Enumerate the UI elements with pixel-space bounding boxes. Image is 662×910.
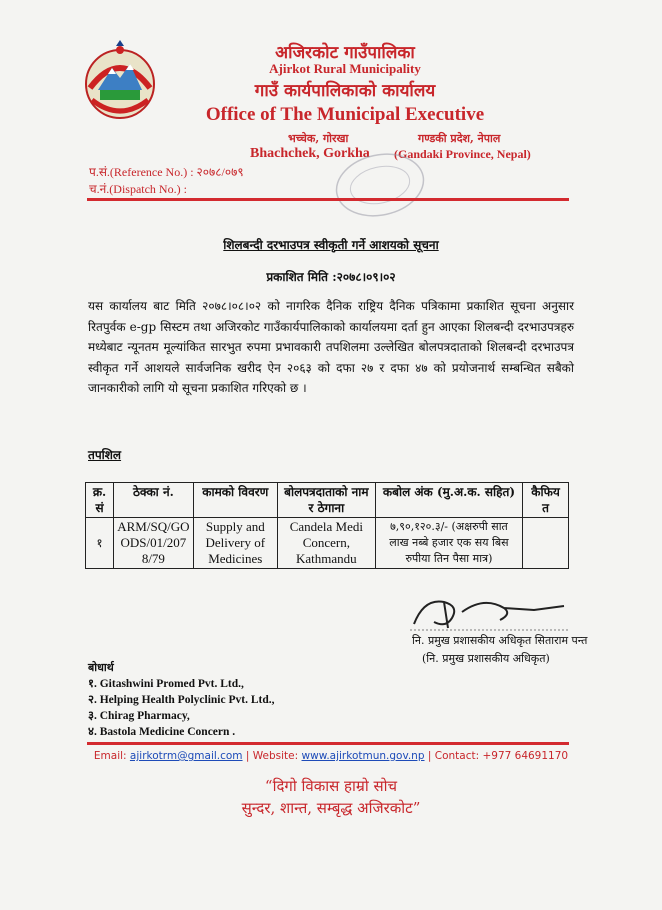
- table-cell: ७,९०,१२०.३/- (अक्षरुपी सात लाख नब्बे हजार एक सय बिस रुपीया तिन पैसा मात्र): [375, 518, 522, 569]
- email-link[interactable]: ajirkotrm@gmail.com: [129, 750, 243, 762]
- province-en: (Gandaki Province, Nepal): [394, 147, 531, 161]
- office-name-np: गाउँ कार्यपालिकाको कार्यालय: [254, 81, 436, 101]
- contact-footer: [60, 750, 602, 762]
- cc-heading: बोधार्थ: [88, 661, 114, 674]
- signature: [404, 588, 574, 636]
- table-cell: ARM/SQ/GOODS/01/2078/79: [114, 518, 194, 569]
- municipality-name-np: अजिरकोट गाउँपालिका: [275, 43, 415, 63]
- notice-body: यस कार्यालय बाट मिति २०७८।०८।०२ को नागरिक दैनिक राष्ट्रिय दैनिक पत्रिकामा प्रकाशित सूचना अनुसार रितपुर्वक e-gp सिस्टम तथा अजिरकोट गाउँकार्यपालिकाको कार्यालयमा दर्ता हुन आएका शिलबन्दी दरभाउपत्रहरु मध्येबाट न्यूनतम मूल्यांकित सारभुत रुपमा प्रभावकारी तपशिलमा उल्लेखित बोलपत्रदाताको शिलबन्दी दरभाउपत्र स्वीकृत गर्ने आशयले सार्वजनिक खरीद ऐन २०६३ को दफा २७ र दफा ४७ को प्रयोजनार्थ सम्बन्धित सबैको जानकारीको लागि यो सूचना प्रकाशित गरिएको छ ।: [88, 299, 574, 395]
- col-header: ठेक्का नं.: [114, 483, 194, 518]
- cc-item: १. Gitashwini Promed Pvt. Ltd.,: [88, 678, 244, 690]
- website-label: | Website:: [245, 750, 299, 762]
- col-header: कबोल अंक (मु.अ.क. सहित): [375, 483, 522, 518]
- signatory-title: (नि. प्रमुख प्रशासकीय अधिकृत): [422, 652, 550, 665]
- footer-divider: [87, 742, 569, 745]
- contact-number: | Contact: +977 64691170: [427, 750, 569, 762]
- office-name-en: Office of The Municipal Executive: [205, 104, 485, 125]
- col-header: क्र. सं: [86, 483, 114, 518]
- table-cell: १: [86, 518, 114, 569]
- table-cell: Supply and Delivery of Medicines: [193, 518, 277, 569]
- emblem-logo: [78, 40, 162, 124]
- table-row: [86, 518, 569, 569]
- municipality-name-en: Ajirkot Rural Municipality: [269, 61, 421, 76]
- website-link[interactable]: www.ajirkotmun.gov.np: [301, 750, 425, 762]
- signatory-name: नि. प्रमुख प्रशासकीय अधिकृत सिताराम पन्त: [412, 634, 588, 647]
- office-stamp: [330, 150, 430, 220]
- cc-item: ४. Bastola Medicine Concern .: [88, 726, 236, 738]
- header-divider: [87, 198, 569, 201]
- table-cell: Candela Medi Concern, Kathmandu: [277, 518, 375, 569]
- province-np: गण्डकी प्रदेश, नेपाल: [418, 132, 501, 145]
- slogan-line-1: “दिगो विकास हाम्रो सोच: [264, 777, 398, 795]
- published-date: प्रकाशित मिति :२०७८।०९।०२: [266, 270, 396, 284]
- table-header-row: [86, 483, 569, 518]
- notice-subject: शिलबन्दी दरभाउपत्र स्वीकृती गर्ने आशयको सूचना: [223, 238, 439, 252]
- dispatch-number: च.नं.(Dispatch No.) :: [89, 182, 187, 196]
- slogan-line-2: सुन्दर, शान्त, सम्बृद्ध अजिरकोट”: [241, 799, 421, 817]
- details-heading: तपशिल: [88, 448, 122, 462]
- location-np: भच्चेक, गोरखा: [288, 132, 349, 145]
- col-header: कैफिय त: [523, 483, 569, 518]
- cc-item: ३. Chirag Pharmacy,: [88, 710, 190, 722]
- location-en: Bhachchek, Gorkha: [250, 146, 370, 161]
- cc-item: २. Helping Health Polyclinic Pvt. Ltd.,: [88, 694, 275, 706]
- email-label: Email:: [93, 750, 127, 762]
- reference-number: प.सं.(Reference No.) : २०७८/०७९: [89, 165, 244, 179]
- col-header: कामको विवरण: [193, 483, 277, 518]
- bid-table: [85, 482, 569, 569]
- col-header: बोलपत्रदाताको नाम र ठेगाना: [277, 483, 375, 518]
- table-cell: [523, 518, 569, 569]
